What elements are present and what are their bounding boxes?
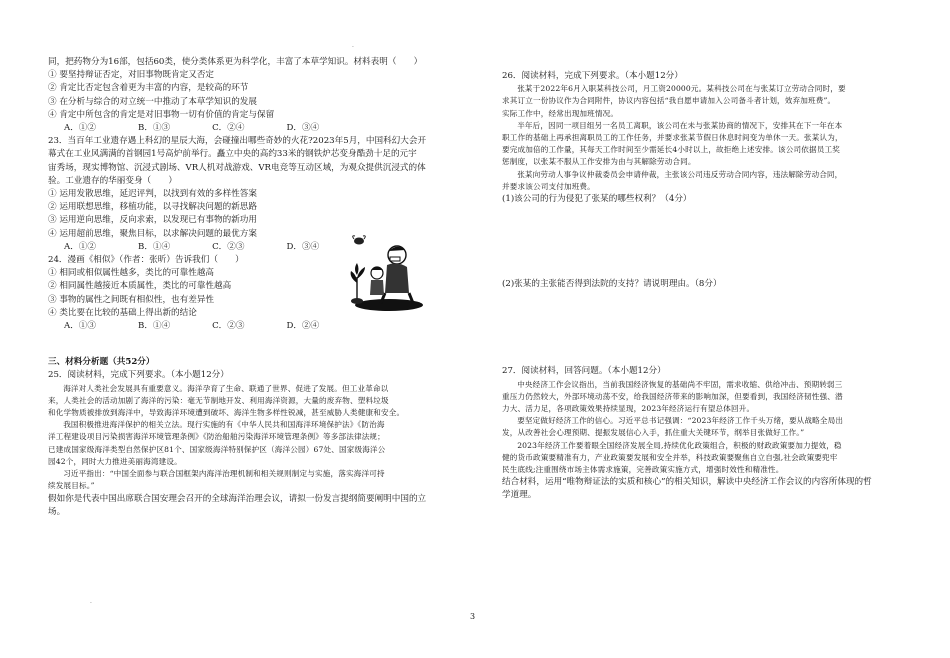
q27-material-line: 力大、活力足，各项政策效果持续显现，2023年经济运行有望总体回升。: [502, 404, 755, 414]
q25-task-line: 假如你是代表中国出席联合国安理会召开的全球海洋治理会议，请拟一份发言提纲简要阐明中国的立: [48, 493, 427, 504]
q23-line: ④ 运用超前思维，聚焦目标，以求解决问题的最优方案: [48, 228, 257, 239]
q25-material-line: 来，人类社会的活动加剧了海洋的污染：毫无节制地开发、利用海洋资源，大量的废弃物、塑料垃圾: [48, 395, 389, 405]
cartoon-similarity-illustration: [345, 233, 427, 313]
q27-task-line: 结合材料，运用“唯物辩证法的实质和核心”的相关知识，解读中央经济工作会议的内容所体现的哲: [502, 477, 872, 488]
q25-quote-line: 续发展目标。”: [48, 481, 95, 491]
q27-material-line: 民生底线;注重围绕市场主体需求施策，完善政策实施方式，增强时效性和精准性。: [502, 465, 784, 475]
q24-option-d: D．②④: [286, 321, 320, 332]
q22-line: ④ 肯定中所包含的肯定是对旧事物一切有价值的肯定与保留: [48, 109, 275, 120]
q27-material-line: 要坚定做好经济工作的信心。习近平总书记强调：“2023年经济工作千头万绪，要从战略全局出: [517, 416, 844, 426]
section-title: 三、材料分析题（共52分）: [48, 357, 155, 368]
q22-line: ③ 在分析与综合的对立统一中推动了本草学知识的发展: [48, 96, 257, 107]
q23-line: 幕式在工业风满满的首钢园1号高炉前举行。矗立中央的高约33米的钢铁炉芯变身酷劲十足的元宇: [48, 149, 417, 160]
q25-quote-line: 习近平指出：“中国全面参与联合国框架内海洋治理机制和相关规则制定与实施，落实海洋可持: [63, 469, 385, 479]
q22-option-d: D．③④: [286, 123, 320, 134]
q24-option-b: B．①④: [138, 321, 171, 332]
q22-options: [48, 122, 468, 135]
q26-material-line: 半年后，因同一项目组另一名员工离职，该公司在未与张某协商的情况下，安排其在下一年在本: [517, 120, 843, 130]
q26-heading: 26．阅读材料，完成下列要求。（本小题12分）: [502, 71, 683, 81]
q26-material-line: 并要求该公司支付加班费。: [502, 181, 595, 191]
q23-line: 验。工业遗存的华丽变身（ ）: [48, 175, 177, 186]
q25-material-line: 和化学物质被排放到海洋中，导致海洋环境遭到破坏、海洋生物多样性锐减，甚至威胁人类健康和安全。: [48, 408, 405, 418]
q23-option-d: D．③④: [286, 241, 320, 252]
q22-line: ① 要坚持辩证否定，对旧事物既肯定又否定: [48, 70, 215, 81]
q26-material-line: 实际工作中，经常出现加班情况。: [502, 108, 619, 118]
q23-line: 宙秀场，现实博物馆、沉浸式剧场、VR人机对战游戏、VR电竞等互动区域，为观众提供沉浸式的体: [48, 162, 426, 173]
q24-options: [48, 320, 468, 333]
q22-option-c: C．②④: [212, 123, 245, 134]
q24-line: ④ 类比要在比较的基础上得出新的结论: [48, 307, 197, 318]
q24-line: ③ 事物的属性之间既有相似性，也有差异性: [48, 294, 215, 305]
q27-material-line: 中央经济工作会议指出，当前我国经济恢复的基础尚不牢固，需求收缩、供给冲击、预期转弱三: [517, 379, 843, 389]
q23-line: ② 运用联想思维，移植功能，以寻找解决问题的新思路: [48, 202, 257, 213]
q23-option-a: A．①②: [64, 241, 96, 252]
q27-material-line: 发，从改善社会心理预期、提振发展信心入手，抓住重大关键环节，纲举目张做好工作。”: [502, 428, 805, 438]
q22-line: ② 肯定比否定包含着更为丰富的内容，是较高的环节: [48, 83, 249, 94]
q26-material-line: 惩制度，以张某不服从工作安排为由与其解除劳动合同。: [502, 157, 696, 167]
q27-material-line: 2023年经济工作要着眼全国经济发展全局,持续优化政策组合，积极的财政政策要加力提效，稳: [517, 440, 842, 450]
q24-option-a: A．①③: [64, 321, 96, 332]
q25-heading: 25．阅读材料，完成下列要求。（本小题12分）: [48, 370, 229, 381]
q25-material-line: 已建成国家级海洋类型自然保护区81个、国家级海洋特别保护区（海洋公园）67处、国家级海洋公: [48, 444, 386, 454]
q23-line: 23．当百年工业遗存遇上科幻的星辰大海，会碰撞出哪些奇妙的火花?2023年5月，中国科幻大会开: [48, 136, 427, 147]
q26-subquestion-1: (1)该公司的行为侵犯了张某的哪些权利？（4分）: [502, 194, 692, 205]
q22-line: 同，把药物分为16部，包括60类，使分类体系更为科学化，丰富了本草学知识。材料表明（ ）: [48, 57, 423, 67]
q25-task-line: 场。: [48, 506, 66, 517]
q25-material-line: 我国积极推进海洋保护的相关立法。现行实施的有《中华人民共和国海洋环境保护法》《防治海: [63, 420, 385, 430]
q26-material-line: 要完成加倍的工作量，其每天工作时间至少需延长4小时以上，故拒绝上述安排。该公司依据员工奖: [502, 145, 840, 155]
q26-material-line: 求其订立一份协议作为合同附件，协议内容包括“我自愿申请加入公司备斗者计划，效弃加班费”。: [502, 96, 836, 106]
q23-line: ① 运用发散思维，延迟评判，以找到有效的多样性答案: [48, 189, 257, 200]
q25-material-line: 园42个，同时大力推进美丽海湾建设。: [48, 456, 182, 466]
q23-line: ③ 运用逆向思维，反向求索，以发现已有事物的新功用: [48, 215, 257, 226]
q24-line: 24．漫画《相似》（作者：张昕）告诉我们（ ）: [48, 255, 244, 266]
q25-material-line: 海洋对人类社会发展具有重要意义。海洋孕育了生命、联通了世界、促进了发展。但工业革命以: [63, 383, 389, 393]
page-number: 3: [470, 612, 476, 621]
q26-material-line: 张某于2022年6月入职某科技公司，月工资20000元。某科技公司在与张某订立劳动合同时，要: [517, 84, 846, 94]
q25-material-line: 洋工程建设项目污染损害海洋环境管理条例》《防治船舶污染海洋环境管理条例》等多部法律法规；: [48, 432, 385, 442]
q22-option-b: B．①③: [138, 123, 171, 134]
q27-material-line: 健的货币政策要精准有力，产业政策要发展和安全并举，科技政策要聚焦自立自强,社会政策要兜牢: [502, 452, 838, 462]
q24-line: ① 相同或相似属性越多，类比的可靠性越高: [48, 268, 215, 279]
q24-line: ② 相同属性越接近本质属性，类比的可靠性越高: [48, 281, 232, 292]
q22-option-a: A．①②: [64, 123, 96, 134]
q27-material-line: 重压力仍然较大，外部环境动荡不安，给我国经济带来的影响加深，但要看到，我国经济韧性强、潜: [502, 391, 843, 401]
q26-material-line: 职工作的基础上再承担离职员工的工作任务，并要求张某节假日休息时间变为单休一天。张某认为，: [502, 133, 843, 143]
q23-option-b: B．①④: [138, 241, 171, 252]
q27-task-line: 学道理。: [502, 490, 537, 501]
q26-material-line: 张某向劳动人事争议仲裁委员会申请仲裁，主张该公司违反劳动合同内容，违法解除劳动合同，: [517, 169, 843, 179]
q23-option-c: C．②③: [212, 241, 245, 252]
q27-heading: 27．阅读材料，回答问题。（本小题12分）: [502, 366, 666, 377]
q24-option-c: C．②③: [212, 321, 245, 332]
right-column: [502, 70, 912, 503]
q26-subquestion-2: (2)张某的主张能否得到法院的支持？请说明理由。（8分）: [502, 279, 722, 290]
